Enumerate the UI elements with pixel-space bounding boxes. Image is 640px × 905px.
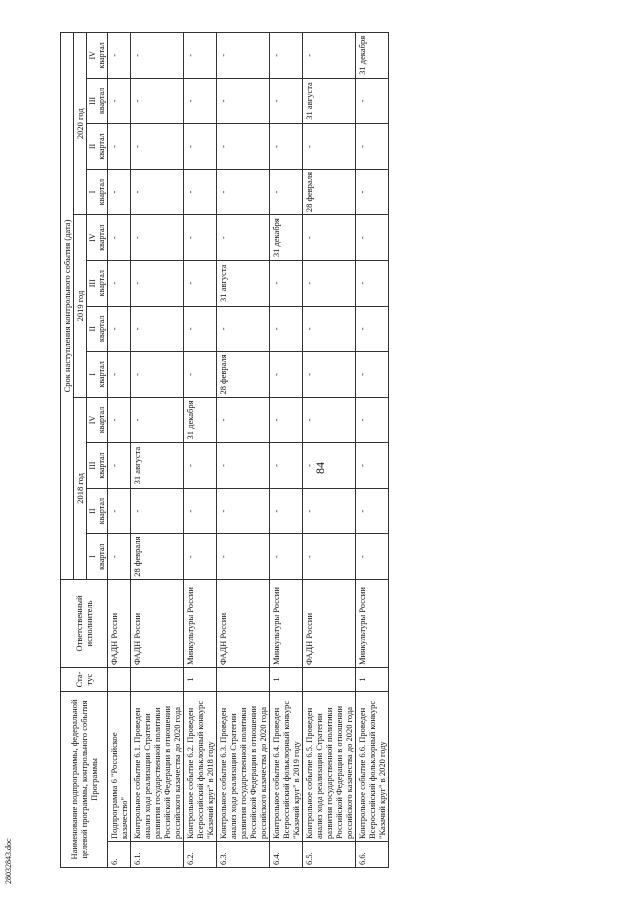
deadline-cell: - (270, 260, 303, 306)
row-name: Контрольное событие 6.2. Проведен Всероссийский фольклорный конкурс "Казачий круг" в 2018 году (184, 692, 217, 842)
quarter-header (87, 534, 108, 580)
quarter-header (87, 306, 108, 352)
deadline-cell: - (108, 78, 131, 124)
table-row (356, 33, 389, 868)
deadline-cell: - (356, 124, 389, 170)
deadline-cell: 28 февраля (131, 534, 184, 580)
deadline-cell: - (270, 443, 303, 489)
header-status: Ста-тус (61, 668, 108, 692)
row-number: 6. (108, 842, 131, 868)
quarter-header (87, 215, 108, 261)
deadline-cell: - (131, 306, 184, 352)
row-number: 6.1. (131, 842, 184, 868)
header-responsible: Ответственный исполнитель (61, 580, 108, 668)
row-status (303, 668, 356, 692)
quarter-header (87, 397, 108, 443)
deadline-cell: - (270, 306, 303, 352)
deadline-cell: - (131, 169, 184, 215)
row-number: 6.3. (217, 842, 270, 868)
row-status: 1 (184, 668, 217, 692)
deadline-cell: - (184, 443, 217, 489)
row-responsible: Минкультуры России (184, 580, 217, 668)
table-body (108, 33, 389, 868)
deadline-cell: - (303, 534, 356, 580)
deadline-cell: - (108, 33, 131, 79)
deadline-cell: - (108, 397, 131, 443)
quarter-word: квартал (97, 406, 106, 434)
deadline-cell: - (270, 78, 303, 124)
deadline-cell: - (108, 306, 131, 352)
row-status: 1 (356, 668, 389, 692)
deadline-cell: - (184, 534, 217, 580)
quarter-header (87, 260, 108, 306)
quarter-header (87, 352, 108, 398)
rotated-table-sheet (60, 32, 600, 868)
quarter-number: I (88, 555, 97, 559)
deadline-cell: - (131, 397, 184, 443)
deadline-cell: - (217, 33, 270, 79)
deadline-cell: - (270, 33, 303, 79)
row-name: Контрольное событие 6.3. Проведен анализ хода реализации Стратегии развития государственной политики Российской Федерации в отношении российского казачества до 2020 года (217, 692, 270, 842)
row-number: 6.2. (184, 842, 217, 868)
row-name: Контрольное событие 6.4. Проведен Всероссийский фольклорный конкурс "Казачий круг" в 2019 году (270, 692, 303, 842)
deadline-cell: - (131, 78, 184, 124)
deadline-cell: - (108, 488, 131, 534)
deadline-cell: - (217, 78, 270, 124)
deadline-cell: - (303, 215, 356, 261)
table-row (217, 33, 270, 868)
deadline-cell: - (303, 397, 356, 443)
deadline-cell: - (131, 352, 184, 398)
quarter-word: квартал (97, 87, 106, 115)
deadline-cell: - (303, 33, 356, 79)
header-year-2020: 2020 год (74, 33, 87, 215)
deadline-cell: - (356, 352, 389, 398)
deadline-cell: 31 декабря (270, 215, 303, 261)
quarter-number: IV (88, 233, 97, 242)
deadline-cell: - (303, 124, 356, 170)
deadline-cell: - (108, 124, 131, 170)
quarter-word: квартал (97, 452, 106, 479)
table-row (131, 33, 184, 868)
row-name: Подпрограмма 6 "Российское казачество" (108, 692, 131, 842)
row-status (108, 668, 131, 692)
quarter-number: II (88, 508, 97, 514)
deadline-cell: 31 августа (217, 260, 270, 306)
deadline-cell: - (356, 534, 389, 580)
quarter-header (87, 169, 108, 215)
table-row (303, 33, 356, 868)
deadline-cell: - (217, 306, 270, 352)
quarter-number: IV (88, 51, 97, 60)
row-responsible: ФАДН России (108, 580, 131, 668)
deadline-cell: - (184, 124, 217, 170)
deadline-cell: - (356, 169, 389, 215)
deadline-cell: - (131, 33, 184, 79)
deadline-cell: 28 февраля (217, 352, 270, 398)
quarter-word: квартал (97, 133, 106, 160)
table-row (184, 33, 217, 868)
header-deadline: Срок наступления контрольного события (дата) (61, 33, 74, 580)
quarter-word: квартал (97, 498, 106, 525)
deadline-cell: 31 августа (303, 78, 356, 124)
deadline-cell: - (356, 78, 389, 124)
deadline-cell: - (217, 169, 270, 215)
deadline-cell: - (108, 534, 131, 580)
header-year-2019: 2019 год (74, 215, 87, 397)
row-number: 6.5. (303, 842, 356, 868)
deadline-cell: 31 декабря (184, 397, 217, 443)
deadline-cell: - (131, 488, 184, 534)
quarter-number: II (88, 143, 97, 150)
row-responsible: ФАДН России (217, 580, 270, 668)
deadline-cell: - (356, 443, 389, 489)
deadline-cell: - (303, 306, 356, 352)
deadline-cell: - (184, 215, 217, 261)
deadline-cell: - (184, 306, 217, 352)
deadline-cell: - (184, 488, 217, 534)
row-number: 6.6. (356, 842, 389, 868)
row-name: Контрольное событие 6.5. Проведен анализ хода реализации Стратегии развития государственной политики Российской Федерации в отношении российского казачества до 2020 года (303, 692, 356, 842)
quarter-header (87, 124, 108, 170)
deadline-cell: - (303, 488, 356, 534)
deadline-cell: - (270, 169, 303, 215)
deadline-cell: - (303, 443, 356, 489)
row-responsible: Минкультуры России (356, 580, 389, 668)
quarter-word: квартал (97, 361, 106, 388)
header-name: Наименование подпрограммы, федеральной целевой программы, контрольного события Программы (61, 692, 108, 868)
document-id: 28032843.doc (4, 838, 13, 884)
deadline-cell: 31 августа (131, 443, 184, 489)
deadline-cell: - (356, 215, 389, 261)
row-name: Контрольное событие 6.1. Проведен анализ хода реализации Стратегии развития государственной политики Российской Федерации в отношении российского казачества до 2020 года (131, 692, 184, 842)
deadline-cell: - (108, 169, 131, 215)
table-row (108, 33, 131, 868)
quarter-header (87, 488, 108, 534)
quarter-number: III (88, 461, 97, 470)
row-responsible: ФАДН России (303, 580, 356, 668)
quarter-word: квартал (97, 224, 106, 251)
quarter-header (87, 78, 108, 124)
deadline-cell: - (184, 260, 217, 306)
deadline-cell: - (356, 306, 389, 352)
deadline-cell: - (356, 397, 389, 443)
row-responsible: Минкультуры России (270, 580, 303, 668)
deadline-cell: - (217, 443, 270, 489)
quarter-number: I (88, 190, 97, 194)
deadline-cell: - (131, 260, 184, 306)
row-status (217, 668, 270, 692)
control-events-table (60, 32, 389, 868)
quarter-word: квартал (97, 178, 106, 206)
deadline-cell: 31 декабря (356, 33, 389, 79)
deadline-cell: - (270, 488, 303, 534)
quarter-number: III (88, 96, 97, 105)
deadline-cell: - (303, 352, 356, 398)
quarter-number: I (88, 373, 97, 376)
quarter-word: квартал (97, 543, 106, 570)
deadline-cell: - (217, 534, 270, 580)
deadline-cell: - (184, 33, 217, 79)
row-name: Контрольное событие 6.6. Проведен Всероссийский фольклорный конкурс "Казачий круг" в 2020 году (356, 692, 389, 842)
quarter-number: III (88, 279, 97, 288)
deadline-cell: - (108, 215, 131, 261)
deadline-cell: - (217, 397, 270, 443)
deadline-cell: - (356, 260, 389, 306)
deadline-cell: 28 февраля (303, 169, 356, 215)
table-row (270, 33, 303, 868)
deadline-cell: - (270, 534, 303, 580)
quarter-header (87, 443, 108, 489)
deadline-cell: - (108, 443, 131, 489)
row-responsible: ФАДН России (131, 580, 184, 668)
quarter-word: квартал (97, 270, 106, 297)
row-status (131, 668, 184, 692)
deadline-cell: - (270, 352, 303, 398)
quarter-number: IV (88, 415, 97, 425)
deadline-cell: - (131, 215, 184, 261)
deadline-cell: - (270, 397, 303, 443)
row-status: 1 (270, 668, 303, 692)
deadline-cell: - (184, 352, 217, 398)
deadline-cell: - (217, 124, 270, 170)
deadline-cell: - (184, 78, 217, 124)
quarter-word: квартал (97, 42, 106, 69)
deadline-cell: - (108, 260, 131, 306)
deadline-cell: - (184, 169, 217, 215)
header-year-2018: 2018 год (74, 397, 87, 579)
page-number: 84 (312, 462, 327, 474)
quarter-word: квартал (97, 315, 106, 342)
quarter-header (87, 33, 108, 79)
deadline-cell: - (356, 488, 389, 534)
row-number: 6.4. (270, 842, 303, 868)
deadline-cell: - (303, 260, 356, 306)
deadline-cell: - (270, 124, 303, 170)
deadline-cell: - (217, 215, 270, 261)
deadline-cell: - (217, 488, 270, 534)
quarter-number: II (88, 326, 97, 332)
deadline-cell: - (131, 124, 184, 170)
deadline-cell: - (108, 352, 131, 398)
